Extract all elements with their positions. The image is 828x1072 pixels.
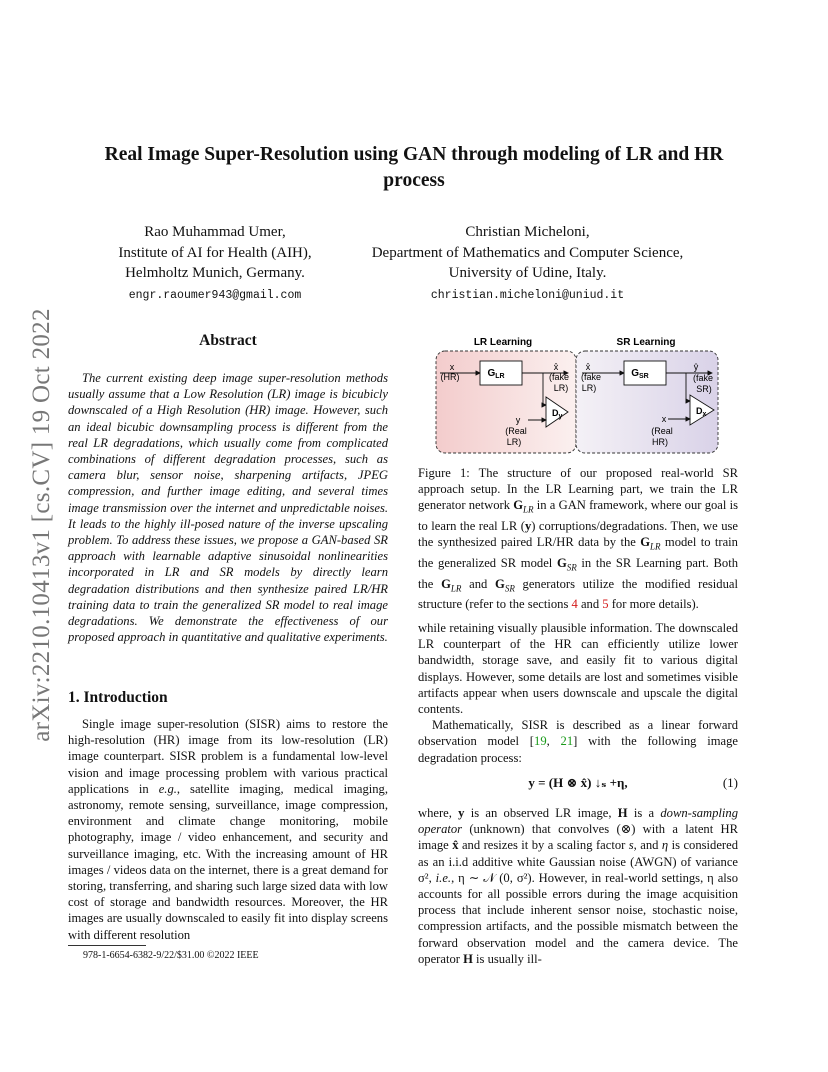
ref-21-link[interactable]: 21 xyxy=(560,734,574,749)
input-x-label: (HR) xyxy=(440,372,460,382)
equation-1-number: (1) xyxy=(722,775,738,790)
equation-1 xyxy=(418,775,738,791)
fake-lr-1-label-a: (fake xyxy=(548,372,570,382)
lr-learning-title: LR Learning xyxy=(473,337,533,348)
abstract-heading: Abstract xyxy=(199,332,257,349)
right-column-bottom xyxy=(418,805,738,967)
author-2-affiliation: Department of Mathematics and Computer Science, xyxy=(371,244,684,261)
right-paragraph-3: where, y is an observed LR image, H is a down-sampling operator (unknown) that convolves (⊗) with a latent HR image x̂ and resizes it by a scaling factor s, and η is considered as an i.i.d additive white Gaussian noise (AWGN) of variance σ², i.e., η ∼ 𝒩 (0, σ²). However, in real-world settings, η also accounts for all possible errors during the image acquisition process that include inherent sensor noise, stochastic noise, compression artifacts, and the possible mismatch between the forward observation model and the camera device. The operator H is usually ill- xyxy=(418,806,739,966)
author-1-email[interactable]: engr.raoumer943@gmail.com xyxy=(128,288,302,302)
section-5-link[interactable]: 5 xyxy=(602,597,609,612)
sr-learning-title: SR Learning xyxy=(616,337,676,348)
figure-1-diagram xyxy=(428,333,724,455)
figure-1-caption xyxy=(418,465,738,613)
fake-lr-1-symbol: x̂ xyxy=(553,362,559,372)
fake-sr-label-a: (fake xyxy=(692,373,714,383)
generator-lr-label: $G_{LR}$ xyxy=(487,368,505,380)
fake-sr-label-b: SR) xyxy=(696,384,712,394)
input-x-symbol: x xyxy=(449,362,455,372)
generator-sr-label: $G_{SR}$ xyxy=(631,368,649,380)
abstract-body xyxy=(68,370,388,645)
footnote-rule xyxy=(68,945,146,946)
intro-body xyxy=(68,716,388,943)
real-hr-label-b: HR) xyxy=(652,437,668,447)
right-paragraph-1: while retaining visually plausible information. The downscaled LR counterpart of the HR can efficiently utilize lower bandwidth, storage save, and easily fit to various digital displays. However, some details are lost and sometimes visible artifacts appear when users downscale and upscale the digital contents. xyxy=(418,621,738,717)
fake-sr-symbol: ŷ xyxy=(693,362,699,372)
figure-1 xyxy=(428,333,724,455)
footnote: 978-1-6654-6382-9/22/$31.00 ©2022 IEEE xyxy=(83,950,259,961)
fake-lr-2-label-a: (fake xyxy=(580,372,602,382)
discriminator-y-label: $D_y$ xyxy=(552,408,563,420)
real-lr-symbol: y xyxy=(515,415,521,425)
figure-1-caption-text: Figure 1: The structure of our proposed real-world SR approach setup. In the LR Learning part, we train the LR generator network $G_{LR}$ in a GAN framework, where our goal is to learn the real LR (y) corruptions/degradations. Then, we use the synthesized paired LR/HR data by the $G_{LR}$ model to train the generalized SR model $G_{SR}$ in the SR Learning part. Both the $G_{LR}$ and $G_{SR}$ generators utilize the modified residual structure (refer to the sections 4 and 5 for more details). xyxy=(418,466,738,612)
intro-heading: 1. Introduction xyxy=(68,689,168,706)
author-2 xyxy=(345,222,710,306)
author-1 xyxy=(90,222,340,306)
author-1-location: Helmholtz Munich, Germany. xyxy=(125,265,305,281)
author-2-location: University of Udine, Italy. xyxy=(448,265,607,281)
equation-1-body: y = (H ⊗ x̂) ↓ₛ +η, xyxy=(528,775,628,790)
real-hr-symbol: x xyxy=(661,414,667,424)
ref-19-link[interactable]: 19 xyxy=(534,734,547,749)
right-paragraph-2: Mathematically, SISR is described as a linear forward observation model [19, 21] with the following image degradation process: xyxy=(418,718,739,765)
discriminator-x-label: $D_x$ xyxy=(696,406,707,418)
real-lr-label-b: LR) xyxy=(506,437,522,447)
right-column-top xyxy=(418,620,738,766)
arxiv-stamp xyxy=(22,290,62,760)
real-lr-label-a: (Real xyxy=(505,426,527,436)
author-1-affiliation: Institute of AI for Health (AIH), xyxy=(118,244,312,261)
author-2-email[interactable]: christian.micheloni@uniud.it xyxy=(430,288,625,302)
fake-lr-2-symbol: x̂ xyxy=(585,362,591,372)
paper-title: Real Image Super-Resolution using GAN through modeling of LR and HR process xyxy=(104,144,724,191)
author-2-name: Christian Micheloni, xyxy=(465,224,590,240)
abstract-text: The current existing deep image super-resolution methods usually assume that a Low Resolution (LR) image is bicubicly downscaled of a High Resolution (HR) image. However, such an ideal bicubic downsampling process is different from the real LR degradations, which usually come from complicated combinations of different degradation processes, such as camera blur, sensor noise, sharpening artifacts, JPEG compression, and further image editing, and several times image transmission over the internet and unpredictable noises. It leads to the highly ill-posed nature of the inverse upscaling problem. To address these issues, we propose a GAN-based SR approach with learnable adaptive sinusoidal nonlinearities incorporated in LR and SR models by directly learn degradation distributions and then synthesize paired LR/HR training data to train the generalized SR model to real image degradations. We demonstrate the effectiveness of our proposed approach in quantitative and qualitative experiments. xyxy=(68,371,388,645)
fake-lr-2-label-b: LR) xyxy=(581,383,597,393)
section-4-link[interactable]: 4 xyxy=(571,597,578,612)
author-1-name: Rao Muhammad Umer, xyxy=(144,224,286,240)
arxiv-stamp-text: arXiv:2210.10413v1 [cs.CV] 19 Oct 2022 xyxy=(28,308,55,742)
real-hr-label-a: (Real xyxy=(651,426,673,436)
fake-lr-1-label-b: LR) xyxy=(553,383,569,393)
intro-paragraph-1: Single image super-resolution (SISR) aims to restore the high-resolution (HR) image from its low-resolution (LR) image counterpart. SISR problem is a fundamental low-level vision and image processing problem with various practical applications in e.g., satellite imaging, medical imaging, astronomy, remote sensing, surveillance, image compression, environment and climate change monitoring, mobile photography, image / video enhancement, and security and surveillance imaging, etc. With the increasing amount of HR images / videos data on the internet, there is a great demand for storing, transferring, and sharing such large sized data with low cost of storage and bandwidth resources. Moreover, the HR images are usually downscaled to easily fit into display screens with different resolution xyxy=(68,717,388,942)
